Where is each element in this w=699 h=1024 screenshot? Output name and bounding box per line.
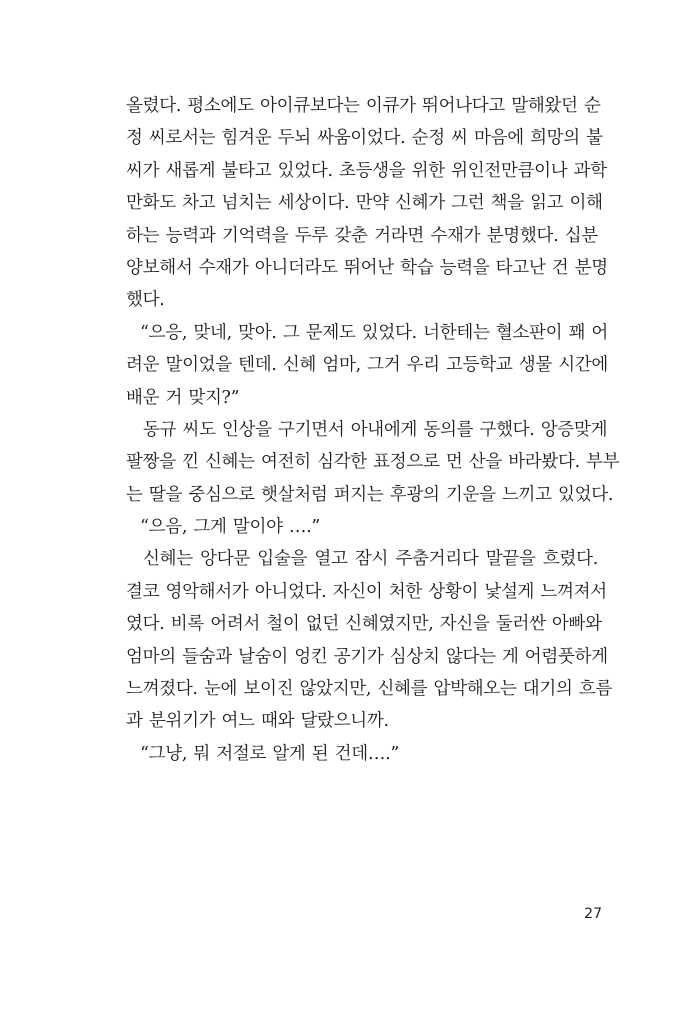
text-line: “으음, 그게 말이야 ….” <box>140 517 321 538</box>
text-line: 했다. <box>126 290 165 311</box>
text-line: 엄마의 들숨과 날숨이 엉킨 공기가 심상치 않다는 게 어렴풋하게 <box>126 646 608 667</box>
text-line: 팔짱을 낀 신혜는 여전히 심각한 표정으로 먼 산을 바라봤다. 부부 <box>126 452 620 473</box>
text-line: 만화도 차고 넘치는 세상이다. 만약 신혜가 그런 책을 읽고 이해 <box>126 193 603 214</box>
text-line: 는 딸을 중심으로 햇살처럼 퍼지는 후광의 기운을 느끼고 있었다. <box>126 484 614 505</box>
text-line: 동규 씨도 인상을 구기면서 아내에게 동의를 구했다. 앙증맞게 <box>143 419 608 440</box>
text-line: 결코 영악해서가 아니었다. 자신이 처한 상황이 낯설게 느껴져서 <box>126 581 607 602</box>
text-line: 신혜는 앙다문 입술을 열고 잠시 주춤거리다 말끝을 흐렸다. <box>143 549 598 570</box>
text-line: “그냥, 뭐 저절로 알게 된 건데….” <box>140 743 399 764</box>
text-line: 씨가 새롭게 불타고 있었다. 초등생을 위한 위인전만큼이나 과학 <box>126 160 607 181</box>
text-line: 배운 거 맞지?” <box>126 387 240 408</box>
body-text <box>126 90 620 770</box>
text-line: 과 분위기가 여느 때와 달랐으니까. <box>126 711 389 732</box>
text-line: 였다. 비록 어려서 철이 없던 신혜였지만, 자신을 둘러싼 아빠와 <box>126 614 602 635</box>
text-line: “으응, 맞네, 맞아. 그 문제도 있었다. 너한테는 혈소판이 꽤 어 <box>140 322 608 343</box>
text-line: 양보해서 수재가 아니더라도 뛰어난 학습 능력을 타고난 건 분명 <box>126 257 608 278</box>
text-line: 하는 능력과 기억력을 두루 갖춘 거라면 수재가 분명했다. 십분 <box>126 225 598 246</box>
page-number: 27 <box>584 906 602 922</box>
text-line: 정 씨로서는 힘겨운 두뇌 싸움이었다. 순정 씨 마음에 희망의 불 <box>126 128 603 149</box>
text-line: 려운 말이었을 텐데. 신혜 엄마, 그거 우리 고등학교 생물 시간에 <box>126 355 609 376</box>
text-line: 느껴졌다. 눈에 보이진 않았지만, 신혜를 압박해오는 대기의 흐름 <box>126 679 613 700</box>
text-line: 올렸다. 평소에도 아이큐보다는 이큐가 뛰어나다고 말해왔던 순 <box>126 96 601 116</box>
